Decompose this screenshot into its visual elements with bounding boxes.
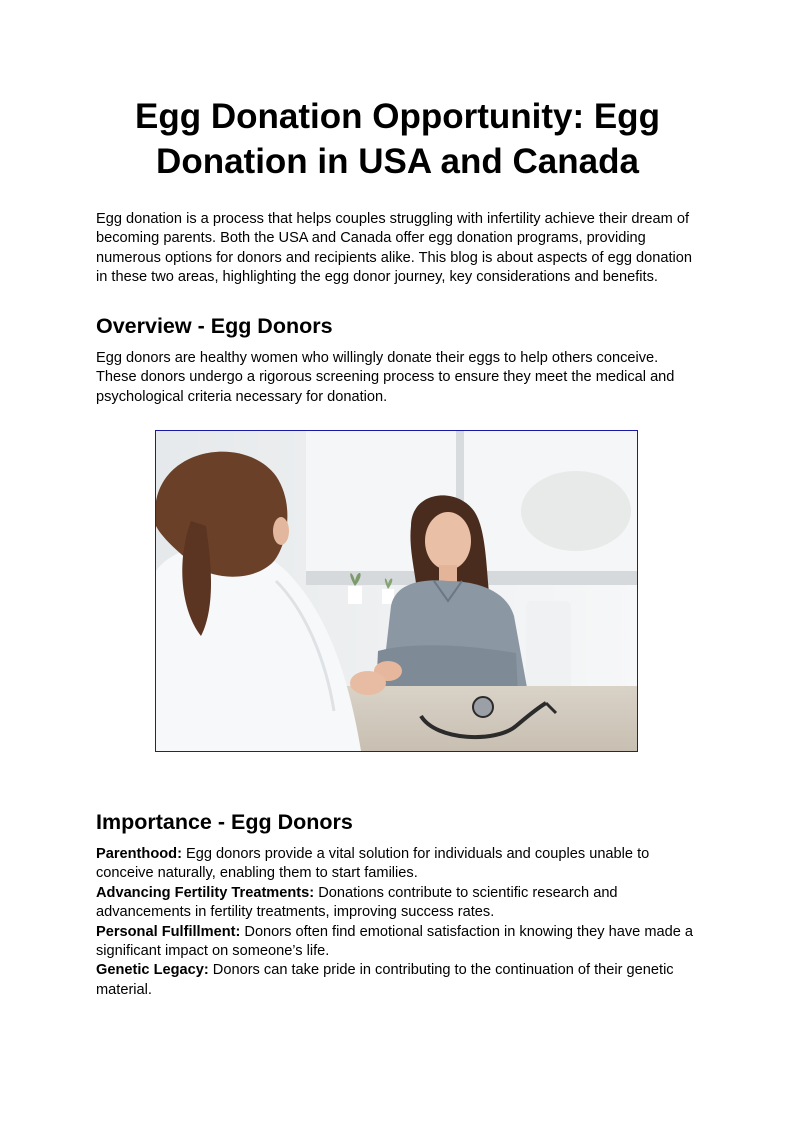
list-item-term: Genetic Legacy: xyxy=(96,962,209,979)
consultation-photo xyxy=(155,430,638,752)
list-item xyxy=(96,845,699,884)
list-item xyxy=(96,923,699,962)
overview-paragraph: Egg donors are healthy women who willingly donate their eggs to help others conceive. These donors undergo a rigorous screening process to ensure they meet the medical and psychological criteria necessary for donation. xyxy=(96,350,675,405)
consultation-illustration xyxy=(156,431,637,751)
overview-heading: Overview - Egg Donors xyxy=(96,314,333,338)
importance-list xyxy=(96,845,699,1000)
list-item-term: Parenthood: xyxy=(96,846,182,862)
list-item-text: Egg donors provide a vital solution for individuals and couples unable to conceive naturally, enabling them to start families. xyxy=(96,846,650,882)
importance-heading: Importance - Egg Donors xyxy=(96,810,353,834)
page-title: Egg Donation Opportunity: Egg Donation in USA and Canada xyxy=(135,97,660,181)
intro-paragraph: Egg donation is a process that helps couples struggling with infertility achieve their dream of becoming parents. Both the USA and Canada offer egg donation programs, providing numerous options for donors and recipients alike. This blog is about aspects of egg donation in these two areas, highlighting the egg donor journey, key considerations and benefits. xyxy=(96,211,693,286)
list-item xyxy=(96,961,699,1000)
list-item-text: Donors can take pride in contributing to the continuation of their genetic material. xyxy=(96,962,674,998)
list-item-text: Donations contribute to scientific research and advancements in fertility treatments, improving success rates. xyxy=(96,884,618,921)
list-item-text: Donors often find emotional satisfaction in knowing they have made a significant impact on someone’s life. xyxy=(96,923,694,960)
list-item-term: Personal Fulfillment: xyxy=(96,923,241,940)
list-item-term: Advancing Fertility Treatments: xyxy=(96,884,315,901)
list-item xyxy=(96,884,699,923)
